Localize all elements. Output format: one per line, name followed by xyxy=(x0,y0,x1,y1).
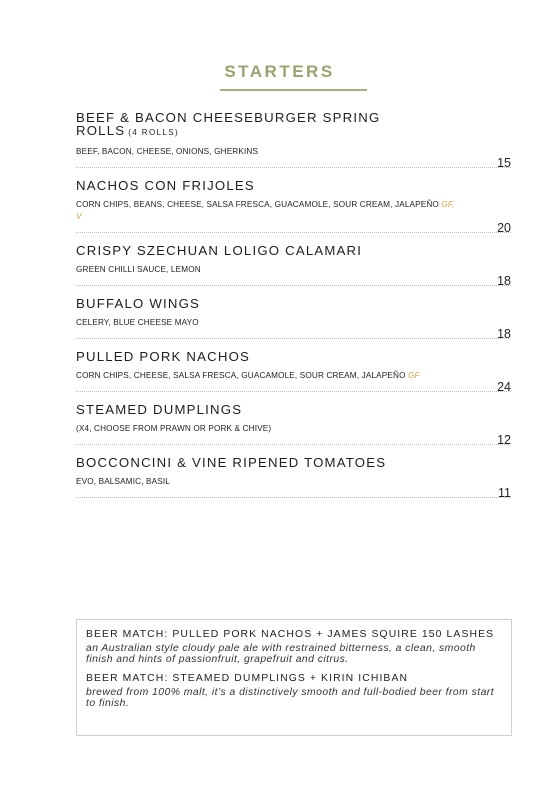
item-description: (X4, CHOOSE FROM PRAWN OR PORK & CHIVE) xyxy=(76,424,272,433)
menu-item xyxy=(76,350,511,392)
beer-match-box xyxy=(76,619,512,736)
item-name: BEEF & BACON CHEESEBURGER SPRING ROLLS (4 ROLLS) xyxy=(76,110,381,138)
item-name: BUFFALO WINGS xyxy=(76,296,201,311)
beer-match-title: BEER MATCH: PULLED PORK NACHOS + JAMES SQUIRE 150 LASHES xyxy=(86,629,495,640)
item-name: CRISPY SZECHUAN LOLIGO CALAMARI xyxy=(76,243,363,258)
menu-item xyxy=(76,179,511,233)
item-description: CORN CHIPS, CHEESE, SALSA FRESCA, GUACAMOLE, SOUR CREAM, JALAPEÑO GF xyxy=(76,371,420,380)
item-description: BEEF, BACON, CHEESE, ONIONS, GHERKINS xyxy=(76,147,259,156)
menu-item xyxy=(76,456,511,498)
item-price: 11 xyxy=(498,486,511,500)
item-description: CORN CHIPS, BEANS, CHEESE, SALSA FRESCA, GUACAMOLE, SOUR CREAM, JALAPEÑO GF, V xyxy=(76,200,455,221)
menu-item xyxy=(76,297,511,339)
item-note: (4 ROLLS) xyxy=(128,128,180,137)
item-price: 24 xyxy=(497,380,511,394)
title-divider xyxy=(220,89,367,91)
menu-item xyxy=(76,403,511,445)
item-name: STEAMED DUMPLINGS xyxy=(76,402,243,417)
item-name: NACHOS CON FRIJOLES xyxy=(76,178,255,193)
item-description: EVO, BALSAMIC, BASIL xyxy=(76,477,171,486)
item-price: 18 xyxy=(497,274,511,288)
beer-match-description: an Australian style cloudy pale ale with restrained bitterness, a clean, smooth finish and hints of passionfruit, grapefruit and citrus. xyxy=(86,643,476,665)
menu-list xyxy=(76,111,511,509)
menu-item xyxy=(76,244,511,286)
item-price: 15 xyxy=(497,156,511,170)
dietary-tag: GF xyxy=(408,371,420,380)
item-description: GREEN CHILLI SAUCE, LEMON xyxy=(76,265,201,274)
item-price: 20 xyxy=(497,221,511,235)
item-price: 18 xyxy=(497,327,511,341)
item-price: 12 xyxy=(497,433,511,447)
section-title: STARTERS xyxy=(224,62,335,81)
menu-item xyxy=(76,111,511,168)
item-name: BOCCONCINI & VINE RIPENED TOMATOES xyxy=(76,455,387,470)
item-name: PULLED PORK NACHOS xyxy=(76,349,251,364)
dietary-tag: GF, V xyxy=(76,200,455,221)
item-description: CELERY, BLUE CHEESE MAYO xyxy=(76,318,199,327)
beer-match-title: BEER MATCH: STEAMED DUMPLINGS + KIRIN ICHIBAN xyxy=(86,673,409,684)
beer-match-description: brewed from 100% malt, it’s a distinctively smooth and full-bodied beer from start to finish. xyxy=(86,687,495,709)
